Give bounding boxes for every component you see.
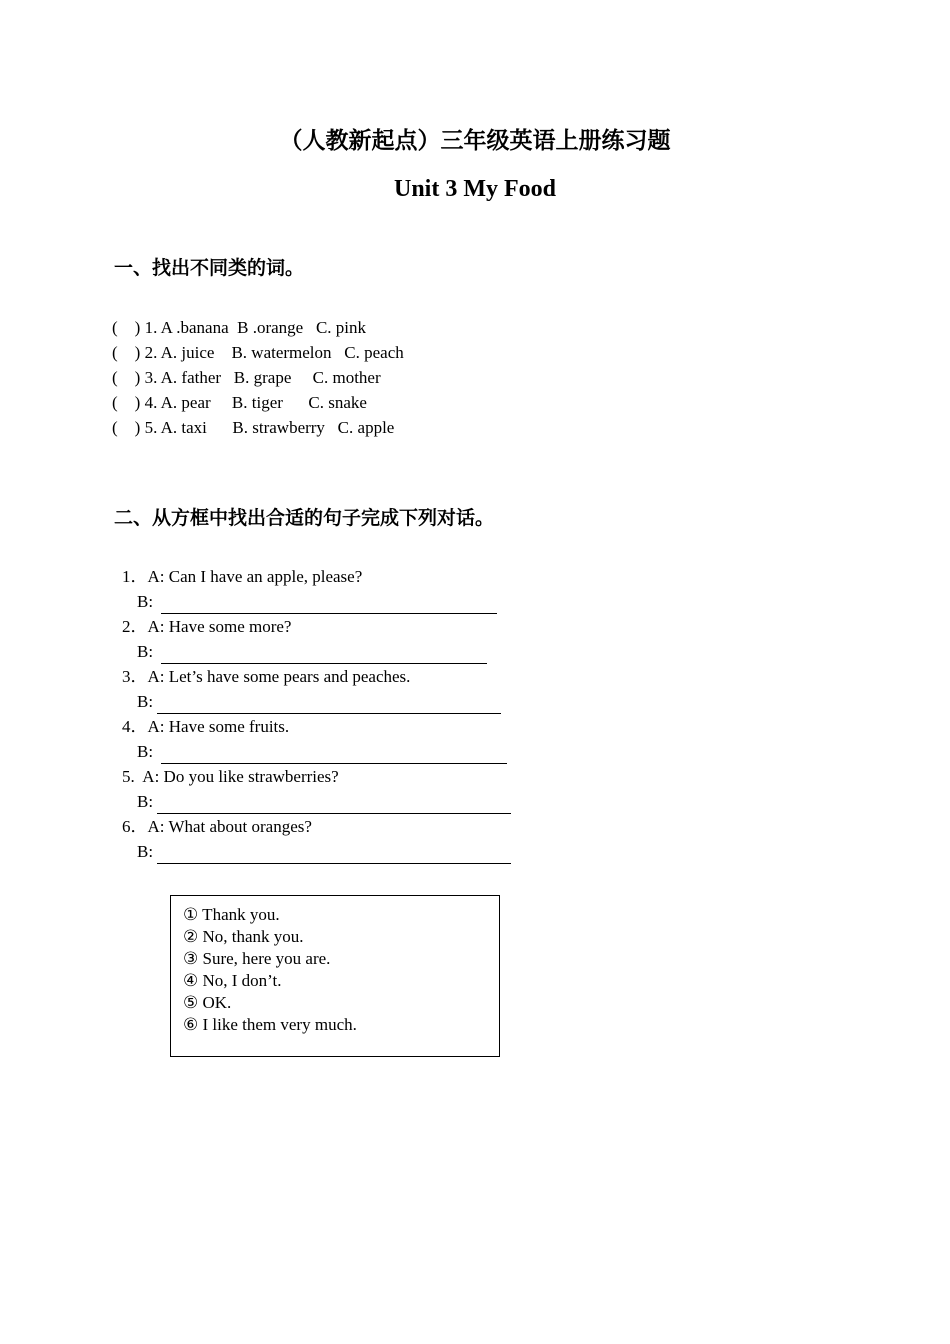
question-row: ( ) 5. A. taxi B. strawberry C. apple xyxy=(112,418,395,437)
answer-option: ⑤ OK. xyxy=(183,993,232,1012)
dialogue-answer-line xyxy=(122,739,511,764)
section-2-title: 二、从方框中找出合适的句子完成下列对话。 xyxy=(114,507,495,529)
unit-subtitle: Unit 3 My Food xyxy=(394,176,556,202)
answer-label: B: xyxy=(137,792,154,811)
answer-option: ③ Sure, here you are. xyxy=(183,949,331,968)
dialogue-question: 1．A: Can I have an apple, please? xyxy=(122,567,363,586)
answer-option: ② No, thank you. xyxy=(183,927,304,946)
answer-label: B: xyxy=(137,742,154,761)
answer-blank[interactable] xyxy=(161,645,487,664)
dialogue-list xyxy=(122,564,511,864)
question-row: ( ) 4. A. pear B. tiger C. snake xyxy=(112,393,367,412)
page-title: （人教新起点）三年级英语上册练习题 xyxy=(279,128,671,154)
dialogue-question: 6．A: What about oranges? xyxy=(122,817,312,836)
dialogue-question: 2．A: Have some more? xyxy=(122,617,292,636)
dialogue-question: 4．A: Have some fruits. xyxy=(122,717,290,736)
answer-blank[interactable] xyxy=(157,695,501,714)
answer-option: ① Thank you. xyxy=(183,905,280,924)
dialogue-answer-line xyxy=(122,789,511,814)
answer-label: B: xyxy=(137,842,154,861)
answer-label: B: xyxy=(137,692,154,711)
answer-options-box xyxy=(170,895,500,1057)
section-1-title: 一、找出不同类的词。 xyxy=(114,257,305,279)
dialogue-answer-line xyxy=(122,689,511,714)
dialogue-question: 3．A: Let’s have some pears and peaches. xyxy=(122,667,411,686)
dialogue-answer-line xyxy=(122,589,511,614)
answer-option: ⑥ I like them very much. xyxy=(183,1015,357,1034)
dialogue-answer-line xyxy=(122,839,511,864)
question-row: ( ) 3. A. father B. grape C. mother xyxy=(112,368,381,387)
question-row: ( ) 1. A .banana B .orange C. pink xyxy=(112,318,367,337)
odd-one-out-list xyxy=(112,315,404,440)
answer-option: ④ No, I don’t. xyxy=(183,971,282,990)
answer-blank[interactable] xyxy=(161,595,497,614)
answer-blank[interactable] xyxy=(157,845,511,864)
answer-blank[interactable] xyxy=(157,795,511,814)
answer-blank[interactable] xyxy=(161,745,507,764)
answer-label: B: xyxy=(137,642,154,661)
answer-label: B: xyxy=(137,592,154,611)
dialogue-question: 5. A: Do you like strawberries? xyxy=(122,767,339,786)
dialogue-answer-line xyxy=(122,639,511,664)
question-row: ( ) 2. A. juice B. watermelon C. peach xyxy=(112,343,404,362)
